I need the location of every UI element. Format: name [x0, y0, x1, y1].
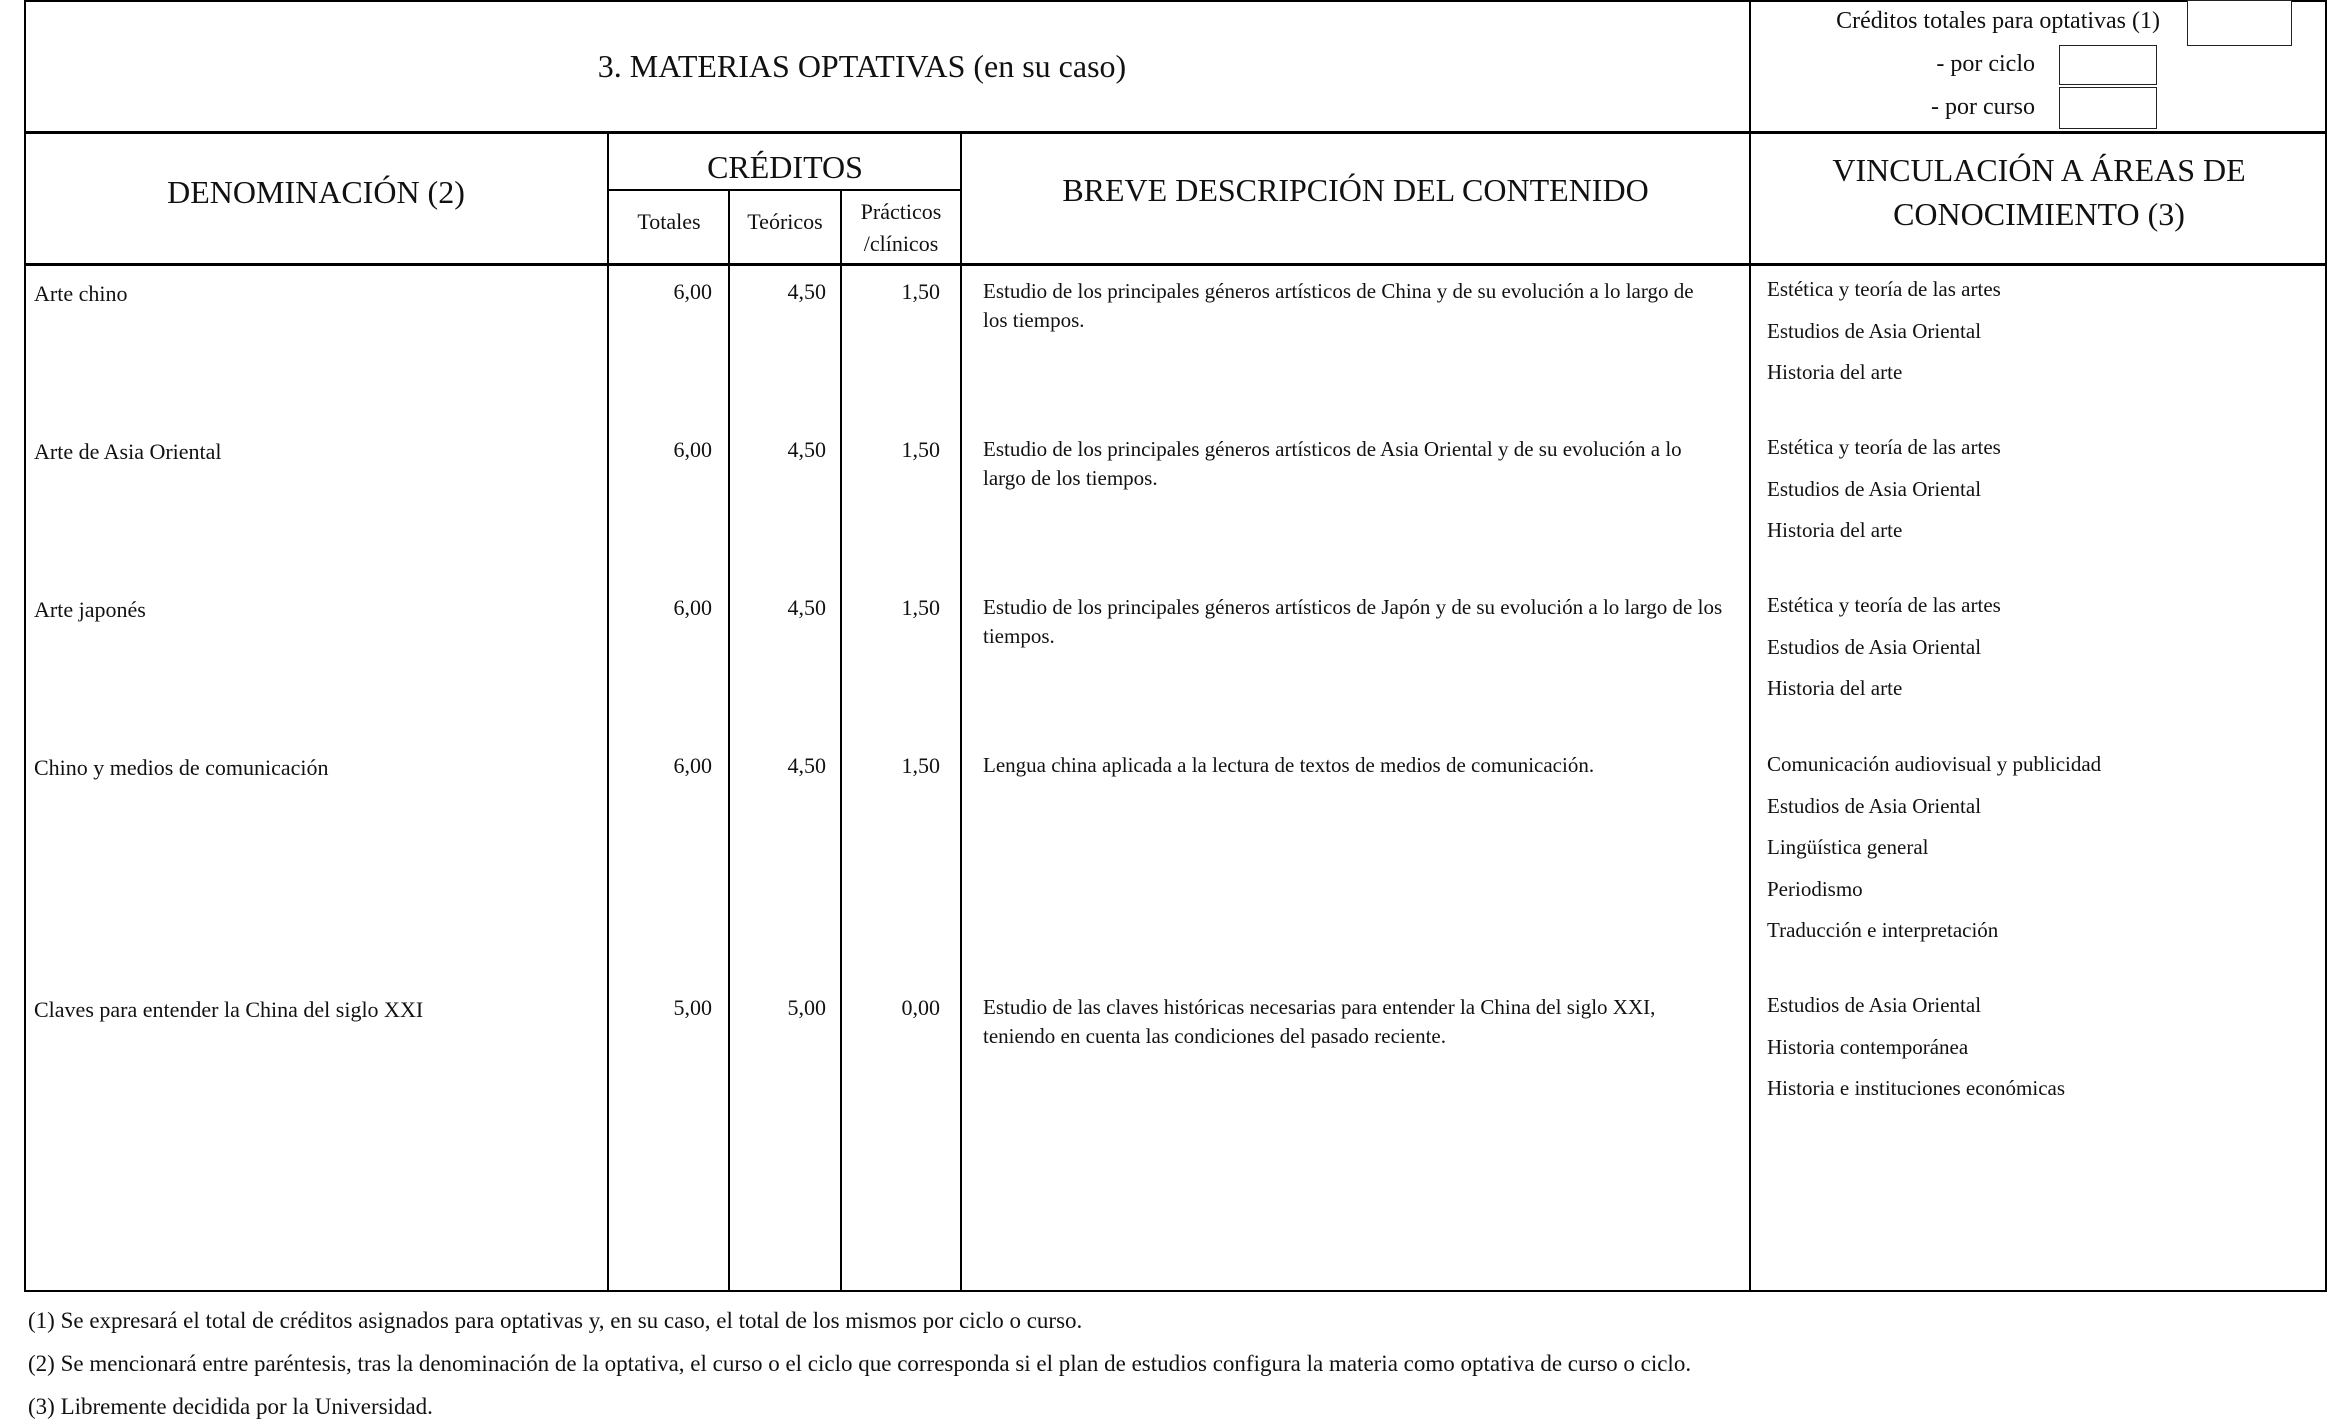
col-divider-descripcion — [960, 131, 962, 1292]
area-item: Lingüística general — [1767, 835, 1929, 859]
title-divider — [24, 131, 2327, 134]
row-name: Arte de Asia Oriental — [34, 439, 222, 464]
row-totales: 6,00 — [673, 753, 712, 778]
row-name: Claves para entender la China del siglo XXI — [34, 997, 424, 1022]
header-creditos: CRÉDITOS — [707, 149, 863, 185]
col-divider-totales — [728, 190, 730, 1292]
row-totales: 6,00 — [673, 279, 712, 304]
row-teoricos: 5,00 — [787, 995, 826, 1020]
row-name: Arte chino — [34, 281, 128, 306]
area-item: Historia del arte — [1767, 518, 1903, 542]
summary-por-curso-box — [2059, 87, 2157, 129]
row-totales: 6,00 — [673, 595, 712, 620]
row-totales: 5,00 — [673, 995, 712, 1020]
header-denominacion: DENOMINACIÓN (2) — [167, 174, 465, 210]
row-description: Lengua china aplicada a la lectura de textos de medios de comunicación. — [983, 753, 1595, 777]
area-item: Estudios de Asia Oriental — [1767, 634, 1982, 659]
row-name: Chino y medios de comunicación — [34, 755, 329, 780]
row-practicos: 1,50 — [901, 595, 940, 620]
header-totales: Totales — [637, 209, 701, 234]
row-practicos: 1,50 — [901, 753, 940, 778]
header-vinculacion-line1: VINCULACIÓN A ÁREAS DE — [1832, 152, 2246, 188]
row-practicos: 0,00 — [901, 995, 940, 1020]
row-name: Arte japonés — [34, 597, 146, 622]
area-item: Estética y teoría de las artes — [1767, 277, 2001, 301]
header-vinculacion-line2: CONOCIMIENTO (3) — [1893, 196, 2185, 232]
area-item: Historia del arte — [1767, 676, 1903, 700]
area-item: Historia e instituciones económicas — [1767, 1076, 2066, 1100]
row-teoricos: 4,50 — [787, 437, 826, 462]
area-item: Estudios de Asia Oriental — [1767, 793, 1982, 818]
area-item: Periodismo — [1767, 876, 1863, 901]
row-areas — [1767, 985, 2317, 1110]
creditos-divider — [609, 189, 961, 191]
summary-total-label: Créditos totales para optativas (1) — [1836, 8, 2160, 34]
area-item: Estética y teoría de las artes — [1767, 435, 2001, 459]
row-teoricos: 4,50 — [787, 753, 826, 778]
area-item: Estudios de Asia Oriental — [1767, 476, 1982, 501]
header-divider — [24, 263, 2327, 266]
summary-total-box — [2187, 0, 2292, 46]
summary-por-curso-label: - por curso — [1931, 94, 2035, 120]
col-divider-denominacion — [607, 131, 609, 1292]
header-practicos-line2: /clínicos — [863, 231, 939, 256]
area-item: Estudios de Asia Oriental — [1767, 318, 1982, 343]
row-description: Estudio de los principales géneros artísticos de China y de su evolución a lo largo de los tiempos. — [983, 279, 1694, 332]
area-item: Comunicación audiovisual y publicidad — [1767, 752, 2102, 776]
row-totales: 6,00 — [673, 437, 712, 462]
row-areas — [1767, 269, 2317, 394]
footnote-2: (2) Se mencionará entre paréntesis, tras la denominación de la optativa, el curso o el ciclo que corresponda si el plan de estudios configura la materia como optativa de curso o ciclo. — [28, 1351, 1692, 1376]
header-practicos-line1: Prácticos — [860, 199, 942, 224]
footnote-1: (1) Se expresará el total de créditos asignados para optativas y, en su caso, el total de los mismos por ciclo o curso. — [28, 1308, 1083, 1333]
area-item: Estudios de Asia Oriental — [1767, 993, 1982, 1017]
row-practicos: 1,50 — [901, 437, 940, 462]
section-title: 3. MATERIAS OPTATIVAS (en su caso) — [597, 48, 1127, 84]
area-item: Historia del arte — [1767, 360, 1903, 384]
area-item: Estética y teoría de las artes — [1767, 593, 2001, 617]
row-description: Estudio de las claves históricas necesarias para entender la China del siglo XXI, teniendo en cuenta las condiciones del pasado reciente. — [983, 995, 1656, 1048]
footnote-3: (3) Libremente decidida por la Universidad. — [28, 1394, 433, 1419]
header-practicos — [842, 196, 960, 260]
summary-por-ciclo-box — [2059, 45, 2157, 85]
row-areas — [1767, 585, 2317, 710]
header-teoricos: Teóricos — [747, 209, 823, 234]
area-item: Traducción e interpretación — [1767, 918, 1999, 942]
row-description: Estudio de los principales géneros artísticos de Japón y de su evolución a lo largo de los tiempos. — [983, 595, 1723, 648]
header-vinculacion — [1751, 148, 2327, 236]
row-description: Estudio de los principales géneros artísticos de Asia Oriental y de su evolución a lo largo de los tiempos. — [983, 437, 1682, 490]
col-divider-teoricos — [840, 190, 842, 1292]
row-teoricos: 4,50 — [787, 595, 826, 620]
row-areas — [1767, 427, 2317, 552]
summary-por-ciclo-label: - por ciclo — [1936, 51, 2035, 77]
row-practicos: 1,50 — [901, 279, 940, 304]
area-item: Historia contemporánea — [1767, 1034, 1969, 1059]
row-areas — [1767, 744, 2317, 952]
header-descripcion: BREVE DESCRIPCIÓN DEL CONTENIDO — [1062, 172, 1649, 208]
row-teoricos: 4,50 — [787, 279, 826, 304]
